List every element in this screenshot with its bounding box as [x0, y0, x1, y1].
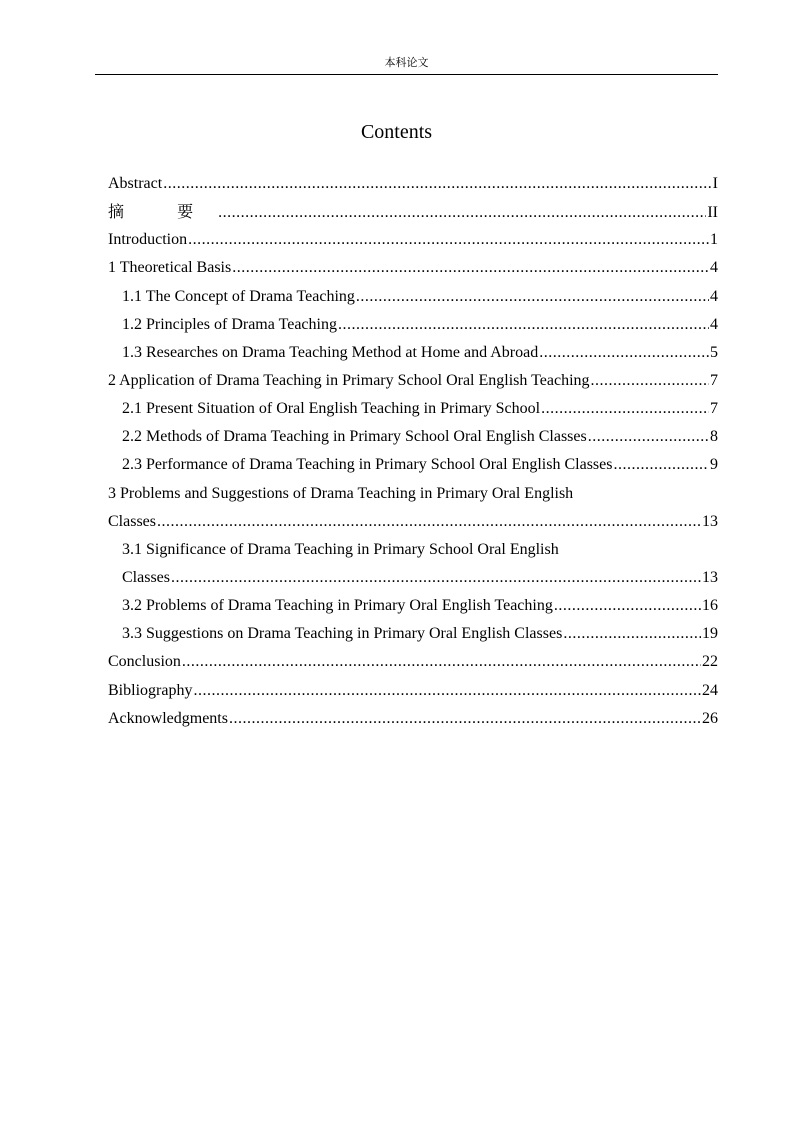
toc-leader-dots: [229, 705, 701, 733]
toc-entry-section-3-3[interactable]: [108, 620, 718, 648]
toc-entry-section-1-1[interactable]: [108, 283, 718, 311]
toc-entry-section-3-1[interactable]: [108, 536, 718, 564]
toc-entry-conclusion[interactable]: [108, 648, 718, 676]
toc-entry-section-1-3[interactable]: [108, 339, 718, 367]
toc-entry-label: 2.3 Performance of Drama Teaching in Primary School Oral English Classes: [122, 456, 613, 474]
toc-entry-section-3-2[interactable]: [108, 592, 718, 620]
toc-entry-label: 1 Theoretical Basis: [108, 259, 232, 277]
header-text: 本科论文: [384, 56, 429, 69]
toc-entry-page: II: [707, 204, 718, 222]
toc-entry-chapter-3-continued[interactable]: [108, 508, 718, 536]
toc-entry-label: 1.2 Principles of Drama Teaching: [122, 315, 337, 333]
toc-entry-page: 24: [702, 681, 718, 699]
toc-leader-dots: [591, 367, 709, 395]
toc-entry-page: 7: [710, 400, 718, 418]
toc-entry-page: 26: [702, 709, 718, 727]
toc-leader-dots: [182, 648, 701, 676]
toc-entry-label: 3.1 Significance of Drama Teaching in Primary School Oral English: [122, 540, 559, 558]
toc-entry-chapter-1[interactable]: [108, 254, 718, 282]
toc-entry-label: Introduction: [108, 231, 188, 249]
toc-leader-dots: [188, 226, 709, 254]
toc-leader-dots: [541, 395, 709, 423]
toc-leader-dots: [338, 311, 709, 339]
toc-entry-introduction[interactable]: [108, 226, 718, 254]
toc-entry-label: Classes: [122, 568, 170, 586]
page-title: Contents: [360, 121, 433, 143]
toc-entry-abstract[interactable]: [108, 170, 718, 198]
toc-leader-dots: [218, 199, 706, 227]
toc-entry-label: 2.2 Methods of Drama Teaching in Primary School Oral English Classes: [122, 428, 587, 446]
page-header: [95, 54, 718, 75]
toc-leader-dots: [588, 423, 709, 451]
toc-entry-chapter-3[interactable]: [108, 480, 718, 508]
toc-entry-page: I: [712, 175, 718, 192]
toc-leader-dots: [163, 170, 711, 198]
toc-entry-bibliography[interactable]: [108, 677, 718, 705]
toc-entry-label: 2 Application of Drama Teaching in Primary School Oral English Teaching: [108, 371, 590, 389]
toc-entry-label: 1.3 Researches on Drama Teaching Method at Home and Abroad: [122, 343, 539, 361]
toc-entry-page: 19: [702, 625, 718, 643]
toc-entry-page: 4: [710, 259, 718, 277]
table-of-contents: [108, 170, 718, 733]
toc-entry-page: 22: [702, 653, 718, 671]
toc-entry-label: 2.1 Present Situation of Oral English Teaching in Primary School: [122, 400, 541, 418]
toc-leader-dots: [563, 620, 701, 648]
toc-entry-label: Bibliography: [108, 681, 193, 699]
toc-entry-label: Classes: [108, 512, 156, 530]
toc-entry-label: 1.1 The Concept of Drama Teaching: [122, 287, 355, 305]
toc-entry-page: 8: [710, 428, 718, 446]
toc-entry-section-1-2[interactable]: [108, 311, 718, 339]
toc-entry-chapter-2[interactable]: [108, 367, 718, 395]
toc-entry-label: Abstract: [108, 175, 163, 192]
toc-entry-page: 5: [710, 343, 718, 361]
toc-entry-chinese-abstract[interactable]: [108, 198, 718, 226]
toc-entry-label: 3.2 Problems of Drama Teaching in Primary Oral English Teaching: [122, 597, 553, 615]
toc-leader-dots: [193, 677, 701, 705]
toc-entry-label: Conclusion: [108, 653, 181, 671]
toc-leader-dots: [539, 339, 709, 367]
toc-leader-dots: [157, 508, 701, 536]
toc-leader-dots: [171, 564, 701, 592]
toc-entry-section-3-1-continued[interactable]: [108, 564, 718, 592]
toc-entry-section-2-2[interactable]: [108, 423, 718, 451]
toc-entry-acknowledgments[interactable]: [108, 705, 718, 733]
toc-entry-page: 13: [702, 568, 718, 586]
toc-entry-section-2-1[interactable]: [108, 395, 718, 423]
toc-leader-dots: [554, 592, 701, 620]
toc-entry-page: 9: [710, 456, 718, 474]
toc-entry-section-2-3[interactable]: [108, 451, 718, 479]
toc-entry-label: 3 Problems and Suggestions of Drama Teaching in Primary Oral English: [108, 484, 574, 502]
toc-entry-page: 1: [710, 231, 718, 249]
toc-leader-dots: [356, 283, 709, 311]
toc-leader-dots: [613, 451, 709, 479]
toc-entry-label: 摘 要: [108, 202, 218, 222]
toc-leader-dots: [232, 254, 709, 282]
toc-entry-page: 7: [710, 371, 718, 389]
toc-entry-page: 13: [702, 512, 718, 530]
toc-entry-label: Acknowledgments: [108, 709, 228, 727]
toc-entry-page: 4: [710, 315, 718, 333]
toc-entry-page: 4: [710, 287, 718, 305]
toc-entry-label: 3.3 Suggestions on Drama Teaching in Primary Oral English Classes: [122, 625, 563, 643]
toc-entry-page: 16: [702, 597, 718, 615]
